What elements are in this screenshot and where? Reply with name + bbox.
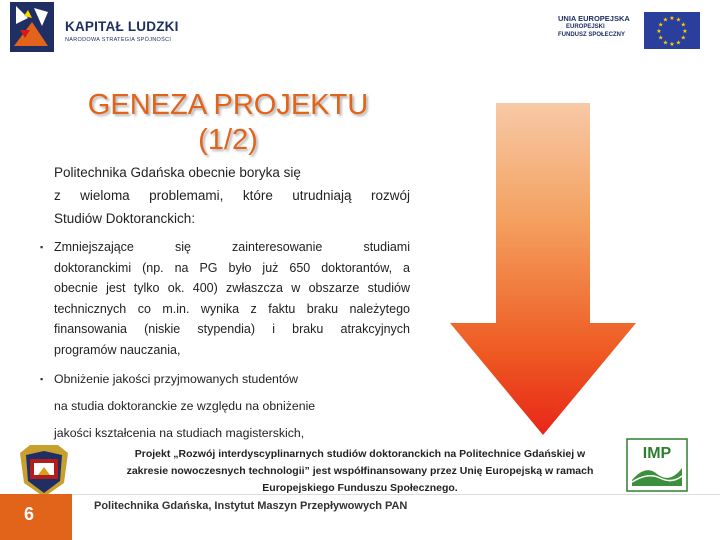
project-line-1: Projekt „Rozwój interdyscyplinarnych studiów doktoranckich na Politechnice Gdańskiej w [134, 448, 586, 460]
svg-text:★: ★ [680, 34, 686, 42]
title-line-2: (1/2) [198, 124, 258, 156]
svg-text:★: ★ [669, 41, 675, 48]
intro-paragraph [54, 161, 410, 230]
bullet-line: obecnie jest tylko ok. 400) zwłaszcza w obszarze studiów [54, 281, 410, 295]
svg-text:★: ★ [669, 15, 675, 22]
project-line-3: Europejskiego Funduszu Społecznego. [262, 482, 458, 494]
svg-text:★: ★ [675, 16, 682, 24]
eu-line-2: EUROPEJSKI [566, 24, 605, 30]
imp-label: IMP [642, 445, 672, 462]
project-line-2: zakresie nowoczesnych technologii” jest współfinansowany przez Unię Europejską w ramach [126, 465, 594, 477]
bullet-square-icon: ▪ [40, 242, 44, 252]
bullet-line: doktoranckimi (np. na PG było już 650 doktorantów, a [54, 260, 410, 275]
bullet-line: jakości kształcenia na studiach magisterskich, [54, 426, 305, 440]
svg-text:★: ★ [682, 28, 688, 35]
svg-text:★: ★ [680, 21, 686, 29]
bullet-line: Zmniejszające się zainteresowanie studiami [54, 240, 410, 254]
eu-text [558, 15, 638, 39]
institution-label: Politechnika Gdańska, Instytut Maszyn Przepływowych PAN [94, 500, 408, 512]
bullet-item [40, 237, 410, 360]
bullet-square-icon: ▪ [40, 374, 44, 384]
eu-flag-icon [644, 12, 700, 49]
bullet-line: technicznych co m.in. wynika z faktu braku należytego [54, 301, 410, 316]
svg-text:★: ★ [662, 39, 669, 47]
kapital-ludzki-title: KAPITAŁ LUDZKI [65, 19, 179, 34]
svg-text:★: ★ [675, 39, 682, 47]
kapital-ludzki-logo [8, 2, 188, 52]
intro-line-2: z wieloma problemami, które utrudniają rozwój [54, 188, 410, 203]
svg-text:★: ★ [658, 21, 664, 29]
svg-text:★: ★ [662, 16, 669, 24]
bullet-line: programów nauczania, [54, 342, 181, 357]
page-number: 6 [24, 504, 35, 524]
intro-line-3: Studiów Doktoranckich: [54, 211, 196, 226]
bullet-line: finansowania (niskie stypendia) i braku atrakcyjnych [54, 322, 410, 336]
bullet-line: Obniżenie jakości przyjmowanych studentów [54, 372, 299, 386]
svg-text:★: ★ [658, 34, 664, 42]
kapital-ludzki-mark-icon [8, 2, 56, 52]
down-arrow-icon [450, 103, 636, 435]
bullet-line: na studia doktoranckie ze względu na obniżenie [54, 399, 316, 413]
imp-pan-logo [626, 438, 688, 492]
page-number-box [0, 494, 72, 540]
kapital-ludzki-subtitle: NARODOWA STRATEGIA SPÓJNOŚCI [65, 37, 172, 43]
title-line-1: GENEZA PROJEKTU [87, 89, 369, 121]
intro-line-1: Politechnika Gdańska obecnie boryka się [54, 165, 301, 180]
bullet-text [40, 366, 410, 447]
politechnika-crest-icon [16, 443, 72, 499]
project-funding-note [120, 446, 600, 497]
bullet-text [40, 237, 410, 360]
svg-text:★: ★ [656, 28, 662, 35]
bullet-item [40, 366, 410, 447]
eu-line-1: UNIA EUROPEJSKA [558, 14, 630, 23]
eu-line-3: FUNDUSZ SPOŁECZNY [558, 32, 626, 38]
slide-title [48, 88, 408, 158]
